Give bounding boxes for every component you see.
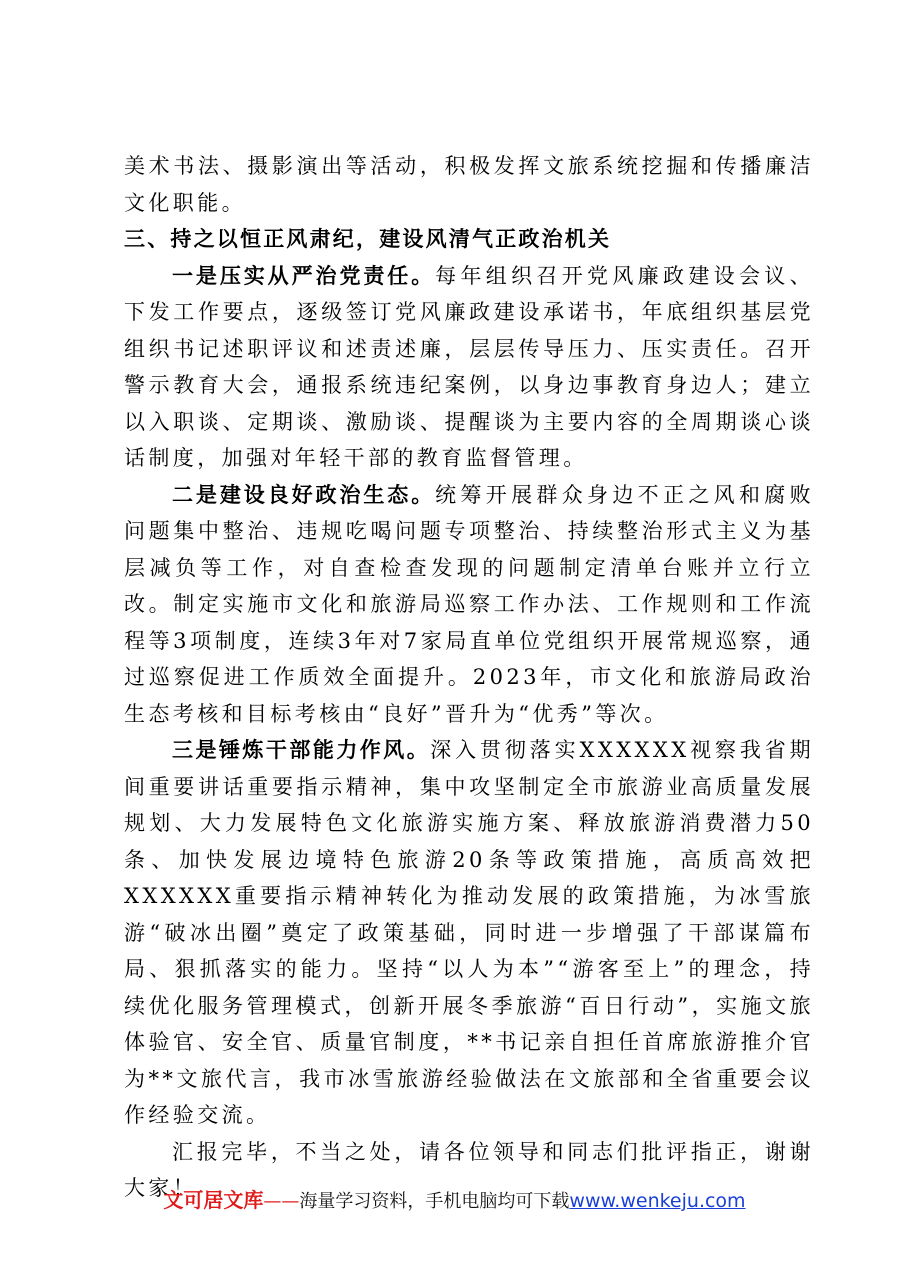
section-heading: 三、持之以恒正风肃纪，建设风清气正政治机关 bbox=[124, 227, 612, 251]
paragraph-continuation bbox=[124, 148, 814, 221]
paragraph-text: 汇报完毕，不当之处，请各位领导和同志们批评指正，谢谢大家！ bbox=[124, 1139, 814, 1200]
footer-link[interactable]: www.wenkeju.com bbox=[569, 1190, 746, 1212]
document-body bbox=[124, 148, 814, 1207]
paragraph-text: 统筹开展群众身边不正之风和腐败问题集中整治、违规吃喝问题专项整治、持续整治形式主义为基层减负等工作，对自查检查发现的问题制定清单台账并立行立改。制定实施市文化和旅游局巡察工作办法、工作规则和工作流程等3项制度，连续3年对7家局直单位党组织开展常规巡察，通过巡察促进工作质效全面提升。2023年，市文化和旅游局政治生态考核和目标考核由“良好”晋升为“优秀”等次。 bbox=[124, 482, 815, 726]
footer-separator: —— bbox=[263, 1191, 300, 1212]
paragraph-2 bbox=[124, 477, 814, 733]
paragraph-lead: 三是锤炼干部能力作风。 bbox=[172, 738, 431, 762]
footer-brand: 文可居文库 bbox=[163, 1188, 264, 1212]
paragraph-3 bbox=[124, 732, 814, 1134]
footer-description: 海量学习资料，手机电脑均可下载 bbox=[299, 1191, 570, 1212]
paragraph-text: 深入贯彻落实XXXXXX视察我省期间重要讲话重要指示精神，集中攻坚制定全市旅游业高质量发展规划、大力发展特色文化旅游实施方案、释放旅游消费潜力50条、加快发展边境特色旅游20条等政策措施，高质高效把XXXXXX重要指示精神转化为推动发展的政策措施，为冰雪旅游“破冰出圈”奠定了政策基础，同时进一步增强了干部谋篇布局、狠抓落实的能力。坚持“以人为本”“游客至上”的理念，持续优化服务管理模式，创新开展冬季旅游“百日行动”，实施文旅体验官、安全官、质量官制度，**书记亲自担任首席旅游推介官为**文旅代言，我市冰雪旅游经验做法在文旅部和全省重要会议作经验交流。 bbox=[124, 738, 814, 1127]
paragraph-lead: 一是压实从严治党责任。 bbox=[172, 263, 436, 288]
footer-banner bbox=[0, 1184, 909, 1213]
paragraph-1 bbox=[124, 258, 814, 477]
paragraph-text: 每年组织召开党风廉政建设会议、下发工作要点，逐级签订党风廉政建设承诺书，年底组织基层党组织书记述职评议和述责述廉，层层传导压力、压实责任。召开警示教育大会，通报系统违纪案例，以身边事教育身边人；建立以入职谈、定期谈、激励谈、提醒谈为主要内容的全周期谈心谈话制度，加强对年轻干部的教育监督管理。 bbox=[124, 263, 815, 470]
paragraph-text: 美术书法、摄影演出等活动，积极发挥文旅系统挖掘和传播廉洁文化职能。 bbox=[124, 154, 814, 215]
paragraph-lead: 二是建设良好政治生态。 bbox=[172, 482, 436, 507]
